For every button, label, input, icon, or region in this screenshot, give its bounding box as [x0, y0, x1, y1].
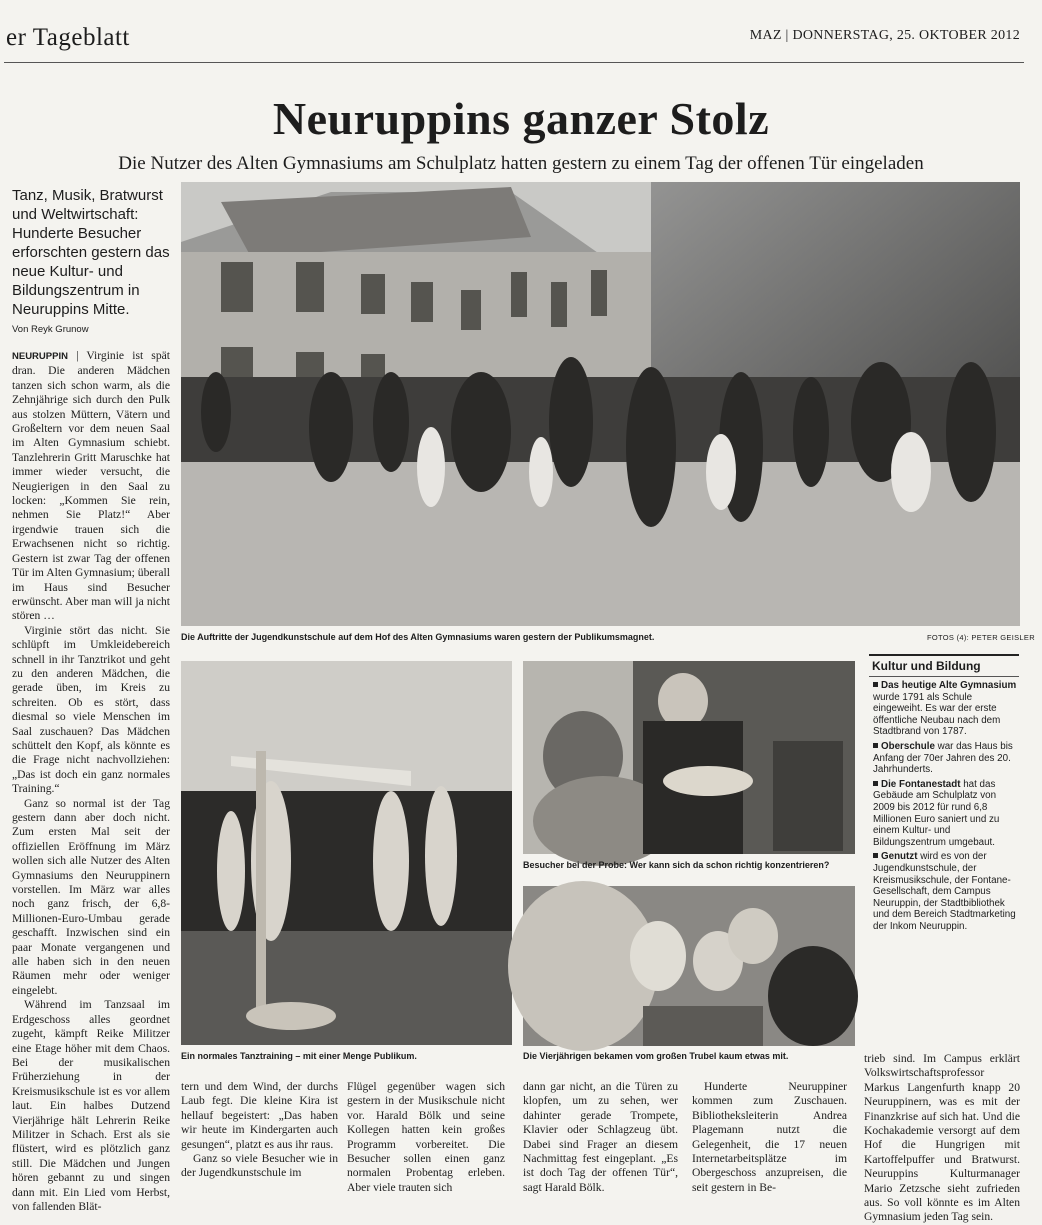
bullet-square-icon: [873, 743, 878, 748]
teaser: Tanz, Musik, Bratwurst und Weltwirtschaft: Hunderte Besucher erforschten gestern das neue Kultur- und Bildungszentrum in Neuruppins Mitte.: [12, 187, 170, 318]
trumpet-caption: Besucher bei der Probe: Wer kann sich da schon richtig konzentrieren?: [523, 860, 830, 870]
article-paragraph: Virginie stört das nicht. Sie schlüpft im Umkleidebereich schnell in ihr Tanztrikot und geht zu den anderen Mädchen, die gerade üben, im Kreis zu schreiten. Ob es stört, dass diesmal so viele Menschen im Saal zuschauen? Das Mädchen schüttelt den Kopf, als könnte es die Frage nicht nachvollziehen: „Das ist doch ein ganz normales Training.“: [12, 623, 170, 796]
article-column-2: [181, 1080, 338, 1196]
bullet-square-icon: [873, 853, 878, 858]
article-paragraph: tern und dem Wind, der durchs Laub fegt. Die kleine Kira ist hellauf begeistert: „Das haben wir heute im Kindergarten auch gesungen“, platzt es aus ihr raus.: [181, 1080, 338, 1151]
kids-caption: Die Vierjährigen bekamen vom großen Trubel kaum etwas mit.: [523, 1051, 789, 1061]
main-photo-dancers: [181, 182, 1020, 626]
kids-photo: [523, 886, 855, 1046]
subhead: Die Nutzer des Alten Gymnasiums am Schulplatz hatten gestern zu einem Tag der offenen Tür eingeladen: [118, 153, 924, 174]
article-paragraph: trieb sind. Im Campus erklärt Volkswirtschaftsprofessor Markus Langenfurth knapp 20 Neuruppinern, was es mit der Finanzkrise auf sich hat. Und die Kochakademie versorgt auf dem Hof die Hungrigen mit Kartoffelpuffer und Bratwurst. Neuruppins Kulturmanager Mario Zetzsche sieht zufrieden aus. So voll könnte es im Alten Gymnasium jeden Tag sein.: [864, 1052, 1020, 1224]
masthead-date: MAZ | DONNERSTAG, 25. OKTOBER 2012: [749, 28, 1020, 43]
main-photo-caption: Die Auftritte der Jugendkunstschule auf dem Hof des Alten Gymnasiums waren gestern der Publikumsmagnet.: [181, 632, 655, 642]
info-item: Genutzt wird es von der Jugendkunstschule, der Kreismusikschule, der Fontane-Gesellschaft, dem Campus Neuruppin, der Stadtbibliothek und dem Bereich Stadtmarketing der Inkom Neuruppin.: [873, 851, 1016, 932]
article-paragraph: Während im Tanzsaal im Erdgeschoss alles geordnet zugeht, kämpft Reike Militzer eine Etage höher mit dem Chaos. Bei der musikalischen Früherziehung in der Kreismusikschule ist es vor allem laut. Ein halbes Dutzend Vierjährige hält Lehrerin Reike Militzer in Schach. Erst als sie flüstert, wird es plötzlich ganz still. Die Mädchen und Jungen hören gebannt zu und singen dann mit. Ein Lied vom Herbst, von fallenden Blät-: [12, 998, 170, 1213]
info-item: Das heutige Alte Gymnasium wurde 1791 als Schule eingeweiht. Es war der erste öffentliche Neubau nach dem Stadtbrand von 1787.: [873, 680, 1017, 738]
article-column-1: [12, 349, 170, 1213]
article-paragraph: NEURUPPIN | Virginie ist spät dran. Die anderen Mädchen tanzen sich schon warm, als die Zehnjährige sich durch den Pulk aus stolzen Müttern, Vätern und Großeltern vor dem neuen Saal im Alten Gymnasium schiebt. Tanzlehrerin Gritt Maruschke hat immer wieder versucht, die Neugierigen in den Saal zu locken: „Kommen Sie rein, nehmen Sie Platz!“ Aber irgendwie trauen sich die Erwachsenen nicht so richtig. Gestern ist zwar Tag der offenen Tür im Alten Gymnasium; überall im Haus sind Besucher erwünscht. Aber man will ja nicht stören …: [12, 349, 170, 623]
article-column-3: [347, 1080, 505, 1196]
paper-name: er Tageblatt: [6, 24, 130, 51]
article-column-4: [523, 1080, 678, 1196]
article-paragraph: Ganz so normal ist der Tag gestern dann aber doch nicht. Zum ersten Mal seit der offiziellen Eröffnung im März wollen sich alle Nutzer des Alten Gymnasiums den Neuruppinern vorstellen. Im März war alles noch ganz frisch, der 6,8-Millionen-Euro-Umbau gerade geschafft. Inzwischen sind ein paar Monate vergangenen und alle haben sich in den neuen Räumen mehr oder weniger eingelebt.: [12, 796, 170, 997]
bullet-square-icon: [873, 781, 878, 786]
bullet-square-icon: [873, 682, 878, 687]
author-line: Von Reyk Grunow: [12, 324, 89, 335]
trumpet-photo: [523, 661, 855, 854]
info-box: [869, 654, 1019, 932]
header-rule: [4, 62, 1024, 63]
dateline: NEURUPPIN: [12, 351, 68, 362]
info-item: Oberschule war das Haus bis Anfang der 70er Jahren des 20. Jahrhunderts.: [873, 740, 1013, 776]
article-column-6: [864, 1052, 1020, 1224]
article-paragraph: Ganz so viele Besucher wie in der Jugendkunstschule im: [181, 1152, 338, 1180]
info-box-title: Kultur und Bildung: [869, 654, 1019, 677]
headline: Neuruppins ganzer Stolz: [272, 93, 770, 144]
ballet-photo: [181, 661, 512, 1045]
article-column-5: [692, 1080, 847, 1196]
ballet-caption: Ein normales Tanztraining – mit einer Menge Publikum.: [181, 1051, 417, 1061]
info-item: Die Fontanestadt hat das Gebäude am Schulplatz von 2009 bis 2012 für rund 6,8 Millionen Euro saniert und zu einem Kultur- und Bildungszentrum umgebaut.: [873, 778, 1000, 848]
article-paragraph: dann gar nicht, an die Türen zu klopfen, um zu sehen, wer dahinter gerade Trompete, Klavier oder Schlagzeug übt. Dabei sind Frager an diesem Nachmittag fest eingeplant. „Es ist doch Tag der offenen Tür“, sagt Harald Bölk.: [523, 1080, 678, 1194]
photo-credit: FOTOS (4): PETER GEISLER: [927, 633, 1035, 642]
article-paragraph: Flügel gegenüber wagen sich gestern in der Musikschule nicht vor. Harald Bölk und seine Kollegen hatten kein großes Programm vorbereitet. Die Besucher sollen einen ganz normalen Probentag erleben. Aber viele trauten sich: [347, 1080, 505, 1194]
article-paragraph: Hunderte Neuruppiner kommen zum Zuschauen. Bibliotheksleiterin Andrea Plagemann nutzt die Gelegenheit, die 17 neuen Internetarbeitsplätze im Obergeschoss anzupreisen, die seit gestern in Be-: [692, 1080, 847, 1194]
